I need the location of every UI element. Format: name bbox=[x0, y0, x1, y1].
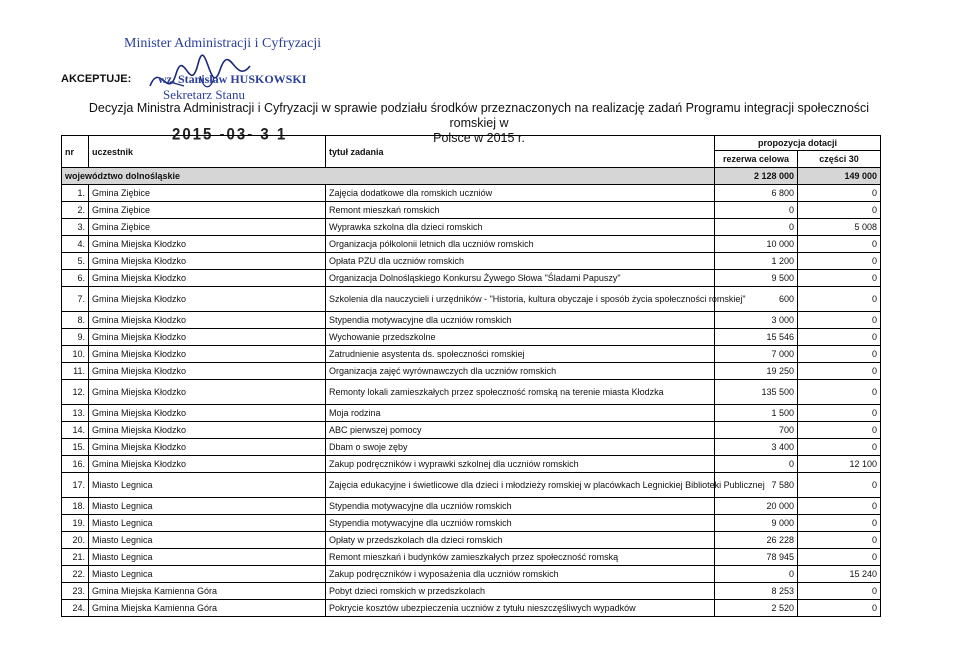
row-nr: 1. bbox=[62, 185, 89, 202]
table-row bbox=[62, 287, 881, 312]
row-part30: 5 008 bbox=[798, 219, 881, 236]
row-reserve: 0 bbox=[715, 566, 798, 583]
table-row bbox=[62, 236, 881, 253]
row-title: Zajęcia edukacyjne i świetlicowe dla dzieci i młodzieży romskiej w placówkach Legnickiej Biblioteki Publicznej bbox=[326, 473, 715, 498]
table-row bbox=[62, 532, 881, 549]
row-title: Zatrudnienie asystenta ds. społeczności romskiej bbox=[326, 346, 715, 363]
date-stamp: 2015 -03- 3 1 bbox=[172, 125, 288, 144]
grant-table bbox=[61, 135, 881, 617]
voivodeship-row bbox=[62, 168, 881, 185]
row-title: Organizacja Dolnośląskiego Konkursu Żywego Słowa "Śladami Papuszy" bbox=[326, 270, 715, 287]
row-reserve: 0 bbox=[715, 219, 798, 236]
document-title-line1: Decyzja Ministra Administracji i Cyfryzacji w sprawie podziału środków przeznaczonych na realizację zadań Programu integracji społeczności romskiej w bbox=[88, 101, 870, 130]
row-reserve: 0 bbox=[715, 456, 798, 473]
row-reserve: 9 500 bbox=[715, 270, 798, 287]
row-nr: 14. bbox=[62, 422, 89, 439]
voivodeship-name: województwo dolnośląskie bbox=[62, 168, 715, 185]
table-row bbox=[62, 600, 881, 617]
row-part30: 0 bbox=[798, 346, 881, 363]
row-nr: 22. bbox=[62, 566, 89, 583]
row-title: Organizacja zajęć wyrównawczych dla uczniów romskich bbox=[326, 363, 715, 380]
row-nr: 4. bbox=[62, 236, 89, 253]
row-reserve: 20 000 bbox=[715, 498, 798, 515]
row-title: Organizacja półkolonii letnich dla uczniów romskich bbox=[326, 236, 715, 253]
row-nr: 16. bbox=[62, 456, 89, 473]
row-nr: 10. bbox=[62, 346, 89, 363]
row-participant: Gmina Miejska Kłodzko bbox=[89, 236, 326, 253]
total-reserve: 2 128 000 bbox=[715, 168, 798, 185]
row-participant: Gmina Ziębice bbox=[89, 185, 326, 202]
row-nr: 12. bbox=[62, 380, 89, 405]
row-participant: Gmina Miejska Kłodzko bbox=[89, 346, 326, 363]
row-reserve: 19 250 bbox=[715, 363, 798, 380]
row-nr: 6. bbox=[62, 270, 89, 287]
table-row bbox=[62, 312, 881, 329]
table-row bbox=[62, 583, 881, 600]
row-nr: 3. bbox=[62, 219, 89, 236]
header-reserve: rezerwa celowa bbox=[715, 151, 798, 168]
row-part30: 0 bbox=[798, 439, 881, 456]
row-part30: 0 bbox=[798, 473, 881, 498]
row-nr: 18. bbox=[62, 498, 89, 515]
row-title: Remont mieszkań romskich bbox=[326, 202, 715, 219]
row-part30: 0 bbox=[798, 270, 881, 287]
table-header-row bbox=[62, 136, 881, 151]
row-nr: 8. bbox=[62, 312, 89, 329]
row-title: Remont mieszkań i budynków zamieszkałych przez społeczność romską bbox=[326, 549, 715, 566]
row-nr: 9. bbox=[62, 329, 89, 346]
row-part30: 0 bbox=[798, 422, 881, 439]
row-participant: Miasto Legnica bbox=[89, 473, 326, 498]
table-row bbox=[62, 363, 881, 380]
header-proposal: propozycja dotacji bbox=[715, 136, 881, 151]
row-part30: 0 bbox=[798, 202, 881, 219]
row-participant: Miasto Legnica bbox=[89, 549, 326, 566]
row-title: Opłaty w przedszkolach dla dzieci romskich bbox=[326, 532, 715, 549]
row-participant: Gmina Miejska Kłodzko bbox=[89, 363, 326, 380]
row-title: Wychowanie przedszkolne bbox=[326, 329, 715, 346]
row-reserve: 7 000 bbox=[715, 346, 798, 363]
table-row bbox=[62, 473, 881, 498]
total-part30: 149 000 bbox=[798, 168, 881, 185]
header-nr: nr bbox=[62, 136, 89, 168]
row-reserve: 600 bbox=[715, 287, 798, 312]
header-title: tytuł zadania bbox=[326, 136, 715, 168]
row-nr: 19. bbox=[62, 515, 89, 532]
row-reserve: 1 500 bbox=[715, 405, 798, 422]
row-reserve: 135 500 bbox=[715, 380, 798, 405]
row-title: Opłata PZU dla uczniów romskich bbox=[326, 253, 715, 270]
row-reserve: 3 000 bbox=[715, 312, 798, 329]
table-row bbox=[62, 253, 881, 270]
row-nr: 11. bbox=[62, 363, 89, 380]
row-title: Zakup podręczników i wyprawki szkolnej dla uczniów romskich bbox=[326, 456, 715, 473]
row-part30: 0 bbox=[798, 253, 881, 270]
row-part30: 0 bbox=[798, 287, 881, 312]
row-part30: 0 bbox=[798, 405, 881, 422]
signatory-role: Sekretarz Stanu bbox=[163, 87, 245, 102]
table-row bbox=[62, 219, 881, 236]
row-title: Moja rodzina bbox=[326, 405, 715, 422]
row-reserve: 15 546 bbox=[715, 329, 798, 346]
row-part30: 12 100 bbox=[798, 456, 881, 473]
row-title: Stypendia motywacyjne dla uczniów romskich bbox=[326, 498, 715, 515]
row-part30: 0 bbox=[798, 498, 881, 515]
signatory-name: wz. Stanisław HUSKOWSKI bbox=[158, 72, 307, 86]
table-row bbox=[62, 185, 881, 202]
table-row bbox=[62, 515, 881, 532]
table-row bbox=[62, 270, 881, 287]
row-title: Zajęcia dodatkowe dla romskich uczniów bbox=[326, 185, 715, 202]
table-row bbox=[62, 422, 881, 439]
row-participant: Gmina Ziębice bbox=[89, 202, 326, 219]
row-title: Stypendia motywacyjne dla uczniów romskich bbox=[326, 515, 715, 532]
row-part30: 0 bbox=[798, 515, 881, 532]
row-participant: Gmina Miejska Kłodzko bbox=[89, 405, 326, 422]
row-participant: Gmina Miejska Kłodzko bbox=[89, 270, 326, 287]
table-row bbox=[62, 439, 881, 456]
row-part30: 0 bbox=[798, 549, 881, 566]
row-nr: 23. bbox=[62, 583, 89, 600]
row-nr: 13. bbox=[62, 405, 89, 422]
row-reserve: 78 945 bbox=[715, 549, 798, 566]
table-row bbox=[62, 202, 881, 219]
table-row bbox=[62, 549, 881, 566]
row-title: Wyprawka szkolna dla dzieci romskich bbox=[326, 219, 715, 236]
minister-stamp: Minister Administracji i Cyfryzacji bbox=[124, 36, 322, 51]
row-participant: Gmina Ziębice bbox=[89, 219, 326, 236]
row-nr: 5. bbox=[62, 253, 89, 270]
row-reserve: 700 bbox=[715, 422, 798, 439]
row-part30: 0 bbox=[798, 532, 881, 549]
row-reserve: 9 000 bbox=[715, 515, 798, 532]
table-row bbox=[62, 329, 881, 346]
row-title: ABC pierwszej pomocy bbox=[326, 422, 715, 439]
row-title: Pobyt dzieci romskich w przedszkolach bbox=[326, 583, 715, 600]
row-reserve: 26 228 bbox=[715, 532, 798, 549]
row-nr: 20. bbox=[62, 532, 89, 549]
row-title: Dbam o swoje zęby bbox=[326, 439, 715, 456]
document-title-line2: Polsce w 2015 r. bbox=[433, 131, 525, 145]
row-part30: 0 bbox=[798, 312, 881, 329]
table-row bbox=[62, 566, 881, 583]
row-part30: 0 bbox=[798, 236, 881, 253]
row-participant: Gmina Miejska Kamienna Góra bbox=[89, 600, 326, 617]
row-title: Remonty lokali zamieszkałych przez społeczność romską na terenie miasta Kłodzka bbox=[326, 380, 715, 405]
row-part30: 0 bbox=[798, 329, 881, 346]
row-participant: Gmina Miejska Kłodzko bbox=[89, 253, 326, 270]
row-nr: 17. bbox=[62, 473, 89, 498]
row-participant: Miasto Legnica bbox=[89, 532, 326, 549]
row-participant: Gmina Miejska Kłodzko bbox=[89, 312, 326, 329]
row-reserve: 6 800 bbox=[715, 185, 798, 202]
row-title: Szkolenia dla nauczycieli i urzędników - "Historia, kultura obyczaje i sposób życia społeczności romskiej" bbox=[326, 287, 715, 312]
header-part30: części 30 bbox=[798, 151, 881, 168]
row-participant: Gmina Miejska Kamienna Góra bbox=[89, 583, 326, 600]
row-part30: 15 240 bbox=[798, 566, 881, 583]
header-participant: uczestnik bbox=[89, 136, 326, 168]
row-participant: Gmina Miejska Kłodzko bbox=[89, 287, 326, 312]
row-participant: Miasto Legnica bbox=[89, 498, 326, 515]
row-reserve: 2 520 bbox=[715, 600, 798, 617]
row-part30: 0 bbox=[798, 185, 881, 202]
row-participant: Gmina Miejska Kłodzko bbox=[89, 380, 326, 405]
row-reserve: 8 253 bbox=[715, 583, 798, 600]
row-part30: 0 bbox=[798, 380, 881, 405]
row-nr: 21. bbox=[62, 549, 89, 566]
row-participant: Gmina Miejska Kłodzko bbox=[89, 329, 326, 346]
row-reserve: 0 bbox=[715, 202, 798, 219]
row-nr: 24. bbox=[62, 600, 89, 617]
row-title: Zakup podręczników i wyposażenia dla uczniów romskich bbox=[326, 566, 715, 583]
row-part30: 0 bbox=[798, 363, 881, 380]
row-participant: Miasto Legnica bbox=[89, 566, 326, 583]
table-row bbox=[62, 456, 881, 473]
row-reserve: 7 580 bbox=[715, 473, 798, 498]
row-reserve: 3 400 bbox=[715, 439, 798, 456]
row-part30: 0 bbox=[798, 583, 881, 600]
row-participant: Miasto Legnica bbox=[89, 515, 326, 532]
row-title: Stypendia motywacyjne dla uczniów romskich bbox=[326, 312, 715, 329]
row-participant: Gmina Miejska Kłodzko bbox=[89, 456, 326, 473]
row-part30: 0 bbox=[798, 600, 881, 617]
row-participant: Gmina Miejska Kłodzko bbox=[89, 422, 326, 439]
table-row bbox=[62, 380, 881, 405]
row-reserve: 10 000 bbox=[715, 236, 798, 253]
row-nr: 2. bbox=[62, 202, 89, 219]
row-nr: 15. bbox=[62, 439, 89, 456]
table-row bbox=[62, 498, 881, 515]
row-reserve: 1 200 bbox=[715, 253, 798, 270]
table-row bbox=[62, 405, 881, 422]
accept-label: AKCEPTUJE: bbox=[61, 73, 132, 85]
row-nr: 7. bbox=[62, 287, 89, 312]
row-title: Pokrycie kosztów ubezpieczenia uczniów z tytułu nieszczęśliwych wypadków bbox=[326, 600, 715, 617]
row-participant: Gmina Miejska Kłodzko bbox=[89, 439, 326, 456]
table-row bbox=[62, 346, 881, 363]
